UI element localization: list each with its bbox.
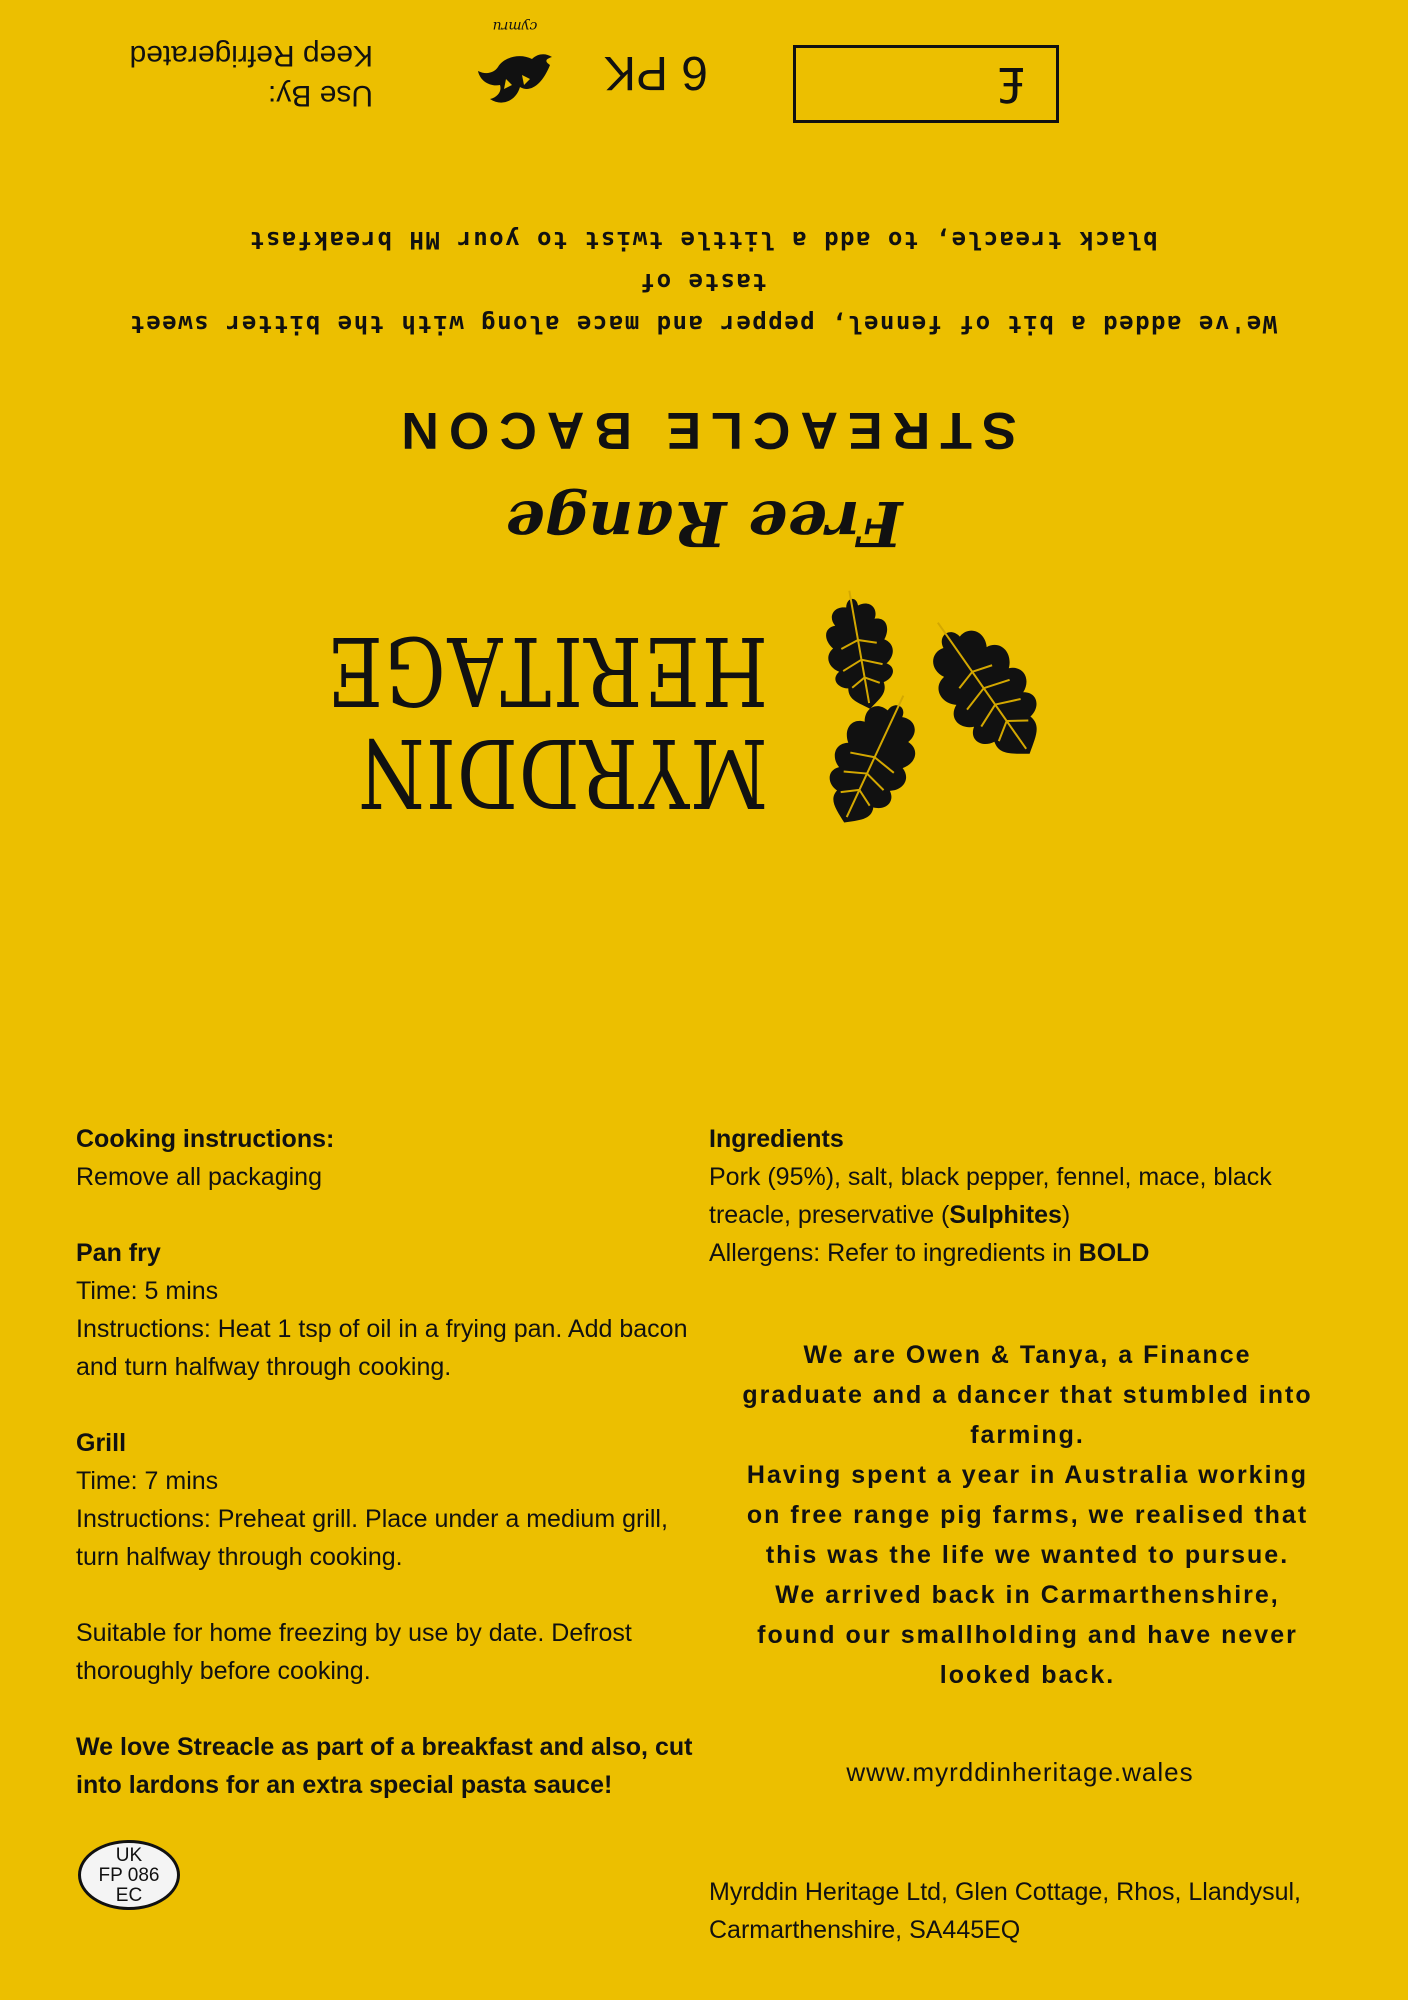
website-link[interactable]: www.myrddinheritage.wales	[846, 1757, 1194, 1787]
oak-leaf-icon	[778, 560, 1048, 830]
health-mark-line-2: FP 086	[98, 1865, 160, 1886]
pan-fry-instructions: Instructions: Heat 1 tsp of oil in a frying pan. Add bacon and turn halfway through cooking.	[76, 1315, 688, 1381]
free-range-tagline: Free Range	[505, 487, 903, 560]
use-by-block	[63, 35, 373, 115]
ingredients-block	[709, 1120, 1349, 1272]
price-box	[793, 45, 1059, 123]
story-line-2: Having spent a year in Australia working on free range pig farms, we realised that this was the life we wanted to pursue.	[746, 1461, 1309, 1569]
brand-line-2: HERITAGE	[325, 615, 768, 727]
product-description	[98, 219, 1308, 345]
ingredients-text: Pork (95%), salt, black pepper, fennel, mace, black treacle, preservative (	[709, 1163, 1272, 1229]
grill-time: Time: 7 mins	[76, 1467, 219, 1495]
cooking-intro: Remove all packaging	[76, 1163, 322, 1191]
product-name: STREACLE BACON	[391, 401, 1017, 459]
allergens-bold-word: BOLD	[1078, 1239, 1150, 1267]
oak-leaves-logo	[778, 560, 1048, 830]
story-line-1: We are Owen & Tanya, a Finance graduate and a dancer that stumbled into farming.	[742, 1341, 1313, 1449]
description-line-2: black treacle, to add a little twist to your MH breakfast	[248, 226, 1158, 254]
brand-wordmark	[325, 615, 768, 829]
pan-fry-time: Time: 5 mins	[76, 1277, 219, 1305]
brand-line-1: MYRDDIN	[357, 717, 768, 829]
pack-size: 6 PK	[603, 46, 708, 99]
use-by-label: Use By:	[267, 79, 373, 112]
address-line-1: Myrddin Heritage Ltd, Glen Cottage, Rhos, Llandysul,	[709, 1878, 1301, 1906]
ingredients-heading: Ingredients	[709, 1125, 844, 1153]
health-mark-line-3: EC	[115, 1885, 143, 1906]
cymru-dragon-mark	[470, 15, 560, 115]
grill-heading: Grill	[76, 1429, 127, 1457]
farmer-story	[740, 1335, 1315, 1695]
dragon-icon	[470, 45, 560, 115]
cymru-word: cymru	[492, 18, 538, 34]
cooking-instructions	[76, 1120, 716, 1804]
serving-suggestion: We love Streacle as part of a breakfast and also, cut into lardons for an extra special pasta sauce!	[76, 1733, 693, 1799]
story-line-3: We arrived back in Carmarthenshire, found our smallholding and have never looked back.	[757, 1581, 1298, 1689]
keep-refrigerated-label: Keep Refrigerated	[129, 39, 373, 72]
allergens-note	[709, 1234, 1349, 1272]
health-mark-line-1: UK	[115, 1845, 143, 1866]
allergens-text: Allergens: Refer to ingredients in	[709, 1239, 1079, 1267]
ingredients-close: )	[1061, 1201, 1071, 1229]
ingredients-list	[709, 1158, 1349, 1234]
health-mark-oval	[78, 1840, 180, 1910]
company-address	[709, 1873, 1389, 1949]
allergen-sulphites: Sulphites	[949, 1201, 1062, 1229]
pan-fry-heading: Pan fry	[76, 1239, 161, 1267]
address-line-2: Carmarthenshire, SA445EQ	[709, 1916, 1021, 1944]
freezing-note: Suitable for home freezing by use by date. Defrost thoroughly before cooking.	[76, 1619, 632, 1685]
cooking-heading: Cooking instructions:	[76, 1125, 335, 1153]
grill-instructions: Instructions: Preheat grill. Place under a medium grill, turn halfway through cooking.	[76, 1505, 668, 1571]
price-symbol: £	[995, 56, 1026, 112]
description-line-1: We've added a bit of fennel, pepper and mace along with the bitter sweet taste of	[128, 268, 1278, 338]
